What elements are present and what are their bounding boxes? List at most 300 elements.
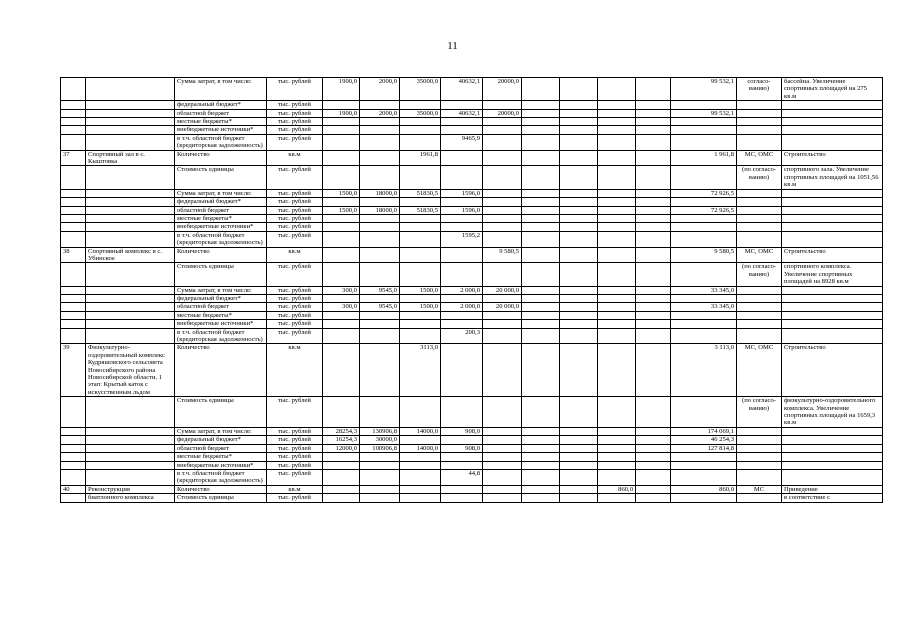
table-cell	[360, 101, 400, 109]
table-cell: 200,3	[441, 328, 483, 344]
table-cell	[560, 436, 598, 444]
table-cell: МС	[737, 485, 782, 493]
table-cell	[737, 214, 782, 222]
table-cell	[483, 126, 522, 134]
table-cell	[61, 303, 86, 311]
table-cell	[86, 328, 175, 344]
table-cell	[636, 189, 671, 197]
table-cell	[400, 485, 441, 493]
table-cell	[560, 134, 598, 150]
table-cell	[782, 109, 883, 117]
table-cell	[400, 126, 441, 134]
table-cell: 3113,0	[400, 344, 441, 397]
table-cell	[323, 311, 360, 319]
table-cell	[360, 214, 400, 222]
table-cell: тыс. рублей	[267, 78, 323, 101]
table-cell	[522, 118, 560, 126]
table-cell	[86, 444, 175, 452]
table-cell: местные бюджеты*	[175, 118, 267, 126]
table-cell	[483, 436, 522, 444]
table-cell	[560, 223, 598, 231]
table-cell: 908,0	[441, 444, 483, 452]
table-cell	[737, 494, 782, 502]
table-cell: 908,0	[441, 427, 483, 435]
table-cell	[598, 166, 636, 189]
table-cell	[86, 231, 175, 247]
table-cell	[737, 286, 782, 294]
table-cell	[61, 223, 86, 231]
table-cell	[560, 214, 598, 222]
table-cell	[400, 118, 441, 126]
table-cell	[86, 118, 175, 126]
table-cell	[360, 263, 400, 286]
table-cell	[560, 485, 598, 493]
table-cell	[522, 166, 560, 189]
table-cell	[61, 109, 86, 117]
table-cell	[86, 303, 175, 311]
table-cell	[360, 231, 400, 247]
table-cell: областной бюджет	[175, 109, 267, 117]
table-cell	[522, 328, 560, 344]
table-cell: в соответствие с	[782, 494, 883, 502]
table-cell	[441, 150, 483, 166]
table-cell: 1500,0	[400, 303, 441, 311]
table-cell	[598, 189, 636, 197]
table-cell	[323, 231, 360, 247]
table-cell	[560, 344, 598, 397]
table-cell	[86, 461, 175, 469]
table-cell	[323, 126, 360, 134]
table-cell	[636, 427, 671, 435]
table-cell: 40	[61, 485, 86, 493]
table-cell	[61, 328, 86, 344]
table-cell	[782, 198, 883, 206]
table-cell	[86, 206, 175, 214]
table-cell	[737, 303, 782, 311]
table-cell: тыс. рублей	[267, 189, 323, 197]
table-cell	[441, 311, 483, 319]
table-row	[61, 206, 883, 214]
table-cell	[737, 469, 782, 485]
table-cell	[636, 223, 671, 231]
table-cell: тыс. рублей	[267, 311, 323, 319]
table-cell: МС, ОМС	[737, 247, 782, 263]
table-cell: спортивного комплекса. Увеличение спортивных площадей на 8928 кв.м	[782, 263, 883, 286]
table-cell	[61, 444, 86, 452]
table-row	[61, 189, 883, 197]
table-cell	[61, 311, 86, 319]
table-cell: 9 580,5	[671, 247, 737, 263]
table-cell	[671, 320, 737, 328]
table-cell	[560, 320, 598, 328]
table-cell	[737, 126, 782, 134]
table-cell	[360, 166, 400, 189]
table-cell	[400, 101, 441, 109]
table-cell	[400, 214, 441, 222]
table-cell	[671, 453, 737, 461]
table-cell	[86, 101, 175, 109]
table-cell: Количество	[175, 150, 267, 166]
table-cell: 18000,0	[360, 189, 400, 197]
table-cell	[323, 198, 360, 206]
table-cell	[598, 231, 636, 247]
table-cell: Физкультурно-оздоровительный комплекс Кудряшовского сельсовета Новосибирского района Новосибирской области. 1 этап: Крытый каток с искусственным льдом	[86, 344, 175, 397]
table-cell	[636, 198, 671, 206]
table-cell: тыс. рублей	[267, 134, 323, 150]
table-cell	[441, 294, 483, 302]
table-cell	[323, 461, 360, 469]
table-cell	[560, 206, 598, 214]
table-cell	[323, 166, 360, 189]
table-cell	[483, 485, 522, 493]
table-cell: тыс. рублей	[267, 214, 323, 222]
table-cell: местные бюджеты*	[175, 214, 267, 222]
table-cell	[636, 320, 671, 328]
table-cell	[671, 223, 737, 231]
table-cell	[636, 231, 671, 247]
table-cell: тыс. рублей	[267, 263, 323, 286]
table-cell	[598, 311, 636, 319]
table-cell: 2000,0	[360, 109, 400, 117]
table-cell: 9545,0	[360, 303, 400, 311]
table-cell: Стоимость единицы	[175, 397, 267, 428]
table-cell: 14000,0	[400, 444, 441, 452]
table-cell: областной бюджет	[175, 444, 267, 452]
table-cell	[522, 427, 560, 435]
table-cell	[636, 109, 671, 117]
table-row	[61, 231, 883, 247]
table-cell	[441, 166, 483, 189]
table-cell	[522, 461, 560, 469]
table-cell	[483, 134, 522, 150]
table-row	[61, 214, 883, 222]
table-row	[61, 78, 883, 101]
table-cell	[61, 166, 86, 189]
table-cell	[61, 231, 86, 247]
table-row	[61, 223, 883, 231]
table-cell: Реконструкция	[86, 485, 175, 493]
table-cell	[323, 453, 360, 461]
table-cell	[441, 485, 483, 493]
table-cell: федеральный бюджет*	[175, 198, 267, 206]
table-cell	[360, 494, 400, 502]
table-cell	[360, 461, 400, 469]
table-cell	[598, 198, 636, 206]
table-cell: тыс. рублей	[267, 294, 323, 302]
table-cell	[360, 485, 400, 493]
table-cell	[483, 166, 522, 189]
table-cell	[61, 206, 86, 214]
table-cell: МС, ОМС	[737, 344, 782, 397]
table-cell	[636, 134, 671, 150]
table-cell: (по согласо-ванию)	[737, 397, 782, 428]
table-cell	[360, 320, 400, 328]
table-cell	[671, 101, 737, 109]
table-cell	[86, 320, 175, 328]
table-cell	[782, 134, 883, 150]
table-cell: 40632,1	[441, 109, 483, 117]
table-cell	[483, 150, 522, 166]
table-cell: 30000,0	[360, 436, 400, 444]
table-cell: 40632,1	[441, 78, 483, 101]
table-cell: 1500,0	[323, 206, 360, 214]
table-cell: 16254,3	[323, 436, 360, 444]
table-cell	[522, 109, 560, 117]
table-cell	[560, 427, 598, 435]
table-cell	[323, 320, 360, 328]
table-cell	[636, 444, 671, 452]
table-cell	[560, 126, 598, 134]
table-cell	[86, 397, 175, 428]
table-cell	[782, 453, 883, 461]
table-cell	[61, 134, 86, 150]
table-cell	[360, 344, 400, 397]
table-cell: в т.ч. областной бюджет (кредиторская задолженность)	[175, 231, 267, 247]
table-cell	[737, 328, 782, 344]
table-cell	[782, 223, 883, 231]
table-cell	[323, 247, 360, 263]
table-cell: тыс. рублей	[267, 469, 323, 485]
table-cell	[636, 126, 671, 134]
table-cell	[400, 494, 441, 502]
table-cell	[441, 126, 483, 134]
table-cell	[522, 303, 560, 311]
table-cell	[483, 198, 522, 206]
table-row	[61, 303, 883, 311]
table-cell: 44,8	[441, 469, 483, 485]
table-cell: 1595,2	[441, 231, 483, 247]
table-cell	[782, 427, 883, 435]
table-row	[61, 436, 883, 444]
table-cell: биатлонного комплекса	[86, 494, 175, 502]
table-cell	[86, 166, 175, 189]
table-cell	[636, 101, 671, 109]
table-cell	[737, 198, 782, 206]
table-cell	[671, 263, 737, 286]
table-cell	[737, 101, 782, 109]
table-cell	[441, 214, 483, 222]
table-row	[61, 453, 883, 461]
table-cell	[636, 436, 671, 444]
table-cell: 1500,0	[400, 286, 441, 294]
table-cell	[323, 118, 360, 126]
table-cell	[636, 311, 671, 319]
table-cell	[782, 444, 883, 452]
table-cell	[86, 311, 175, 319]
table-cell: в т.ч. областной бюджет (кредиторская задолженность)	[175, 469, 267, 485]
table-cell: 99 532,1	[671, 109, 737, 117]
table-cell: тыс. рублей	[267, 101, 323, 109]
table-row	[61, 150, 883, 166]
table-cell: тыс. рублей	[267, 328, 323, 344]
table-cell	[360, 198, 400, 206]
table-cell	[86, 126, 175, 134]
table-cell	[598, 214, 636, 222]
table-cell: 130906,8	[360, 427, 400, 435]
table-row	[61, 166, 883, 189]
table-cell	[86, 469, 175, 485]
table-cell	[598, 109, 636, 117]
table-cell: тыс. рублей	[267, 461, 323, 469]
table-row	[61, 247, 883, 263]
table-cell: Строительство	[782, 247, 883, 263]
table-cell: 20000,0	[483, 78, 522, 101]
table-cell: 72 926,5	[671, 189, 737, 197]
table-cell	[636, 206, 671, 214]
table-cell: (по согласо-ванию)	[737, 166, 782, 189]
table-cell	[441, 344, 483, 397]
table-cell	[560, 311, 598, 319]
table-cell: тыс. рублей	[267, 303, 323, 311]
table-cell	[560, 294, 598, 302]
table-cell	[61, 397, 86, 428]
table-cell	[360, 134, 400, 150]
table-cell: тыс. рублей	[267, 231, 323, 247]
table-cell	[483, 328, 522, 344]
table-cell	[323, 328, 360, 344]
table-cell: 9 580,5	[483, 247, 522, 263]
table-cell	[441, 118, 483, 126]
table-cell	[598, 126, 636, 134]
table-cell	[441, 453, 483, 461]
table-cell	[560, 231, 598, 247]
table-cell	[400, 231, 441, 247]
table-cell: тыс. рублей	[267, 166, 323, 189]
table-cell	[483, 231, 522, 247]
table-cell	[441, 247, 483, 263]
table-cell	[483, 397, 522, 428]
table-cell: Строительство	[782, 150, 883, 166]
table-cell	[400, 134, 441, 150]
table-cell: кв.м	[267, 150, 323, 166]
table-cell: 14000,0	[400, 427, 441, 435]
table-cell	[598, 461, 636, 469]
table-cell	[737, 436, 782, 444]
table-row	[61, 344, 883, 397]
table-cell	[61, 198, 86, 206]
table-cell	[671, 166, 737, 189]
table-cell: федеральный бюджет*	[175, 294, 267, 302]
table-cell	[400, 198, 441, 206]
table-cell	[360, 469, 400, 485]
table-cell: бассейна. Увеличение спортивных площадей на 275 кв.м	[782, 78, 883, 101]
table-cell: 1900,0	[323, 109, 360, 117]
table-cell	[782, 214, 883, 222]
table-cell	[522, 469, 560, 485]
table-cell	[441, 198, 483, 206]
table-cell: федеральный бюджет*	[175, 101, 267, 109]
table-row	[61, 286, 883, 294]
table-cell	[636, 397, 671, 428]
table-cell	[522, 223, 560, 231]
table-cell	[636, 118, 671, 126]
table-cell: в т.ч. областной бюджет (кредиторская задолженность)	[175, 328, 267, 344]
table-row	[61, 494, 883, 502]
table-cell	[483, 469, 522, 485]
table-cell	[400, 469, 441, 485]
table-cell	[360, 328, 400, 344]
table-cell	[560, 150, 598, 166]
table-cell	[782, 206, 883, 214]
table-cell: 1900,0	[323, 78, 360, 101]
table-cell	[61, 427, 86, 435]
table-cell: Стоимость единицы	[175, 263, 267, 286]
table-cell	[483, 494, 522, 502]
table-cell: внебюджетные источники*	[175, 320, 267, 328]
table-cell	[400, 453, 441, 461]
table-cell: местные бюджеты*	[175, 453, 267, 461]
page-number: 11	[447, 40, 458, 52]
table-cell	[737, 231, 782, 247]
table-cell	[737, 134, 782, 150]
table-cell	[323, 150, 360, 166]
table-cell: 9545,0	[360, 286, 400, 294]
table-row	[61, 320, 883, 328]
table-cell: 1 961,8	[671, 150, 737, 166]
table-cell	[360, 453, 400, 461]
table-cell: 2 000,0	[441, 303, 483, 311]
table-row	[61, 134, 883, 150]
table-cell: 300,0	[323, 286, 360, 294]
table-cell	[323, 134, 360, 150]
table-cell: 20 000,0	[483, 303, 522, 311]
table-cell	[483, 189, 522, 197]
table-cell	[86, 263, 175, 286]
table-cell: Стоимость единицы	[175, 166, 267, 189]
table-cell: 1596,0	[441, 206, 483, 214]
table-cell	[598, 263, 636, 286]
table-body	[61, 78, 883, 503]
table-cell	[560, 101, 598, 109]
table-cell	[671, 118, 737, 126]
table-cell	[782, 320, 883, 328]
table-cell: тыс. рублей	[267, 286, 323, 294]
table-cell	[782, 189, 883, 197]
table-cell	[522, 206, 560, 214]
table-cell	[522, 344, 560, 397]
table-cell	[441, 436, 483, 444]
table-cell: 37	[61, 150, 86, 166]
table-cell: тыс. рублей	[267, 427, 323, 435]
table-cell: тыс. рублей	[267, 397, 323, 428]
table-cell	[483, 320, 522, 328]
table-cell: 174 069,1	[671, 427, 737, 435]
table-cell: тыс. рублей	[267, 223, 323, 231]
table-cell: 38	[61, 247, 86, 263]
table-cell: тыс. рублей	[267, 320, 323, 328]
table-cell	[522, 494, 560, 502]
table-cell	[522, 198, 560, 206]
table-cell: Строительство	[782, 344, 883, 397]
table-cell	[737, 427, 782, 435]
table-cell	[323, 494, 360, 502]
table-cell	[522, 189, 560, 197]
table-cell	[441, 101, 483, 109]
table-cell	[636, 78, 671, 101]
table-cell	[737, 109, 782, 117]
table-cell	[400, 166, 441, 189]
table-cell: Стоимость единицы	[175, 494, 267, 502]
table-cell	[522, 311, 560, 319]
table-cell	[323, 294, 360, 302]
table-cell	[400, 461, 441, 469]
table-cell: кв.м	[267, 247, 323, 263]
table-cell	[560, 78, 598, 101]
table-cell	[782, 469, 883, 485]
table-cell	[522, 444, 560, 452]
table-row	[61, 126, 883, 134]
table-cell	[598, 150, 636, 166]
